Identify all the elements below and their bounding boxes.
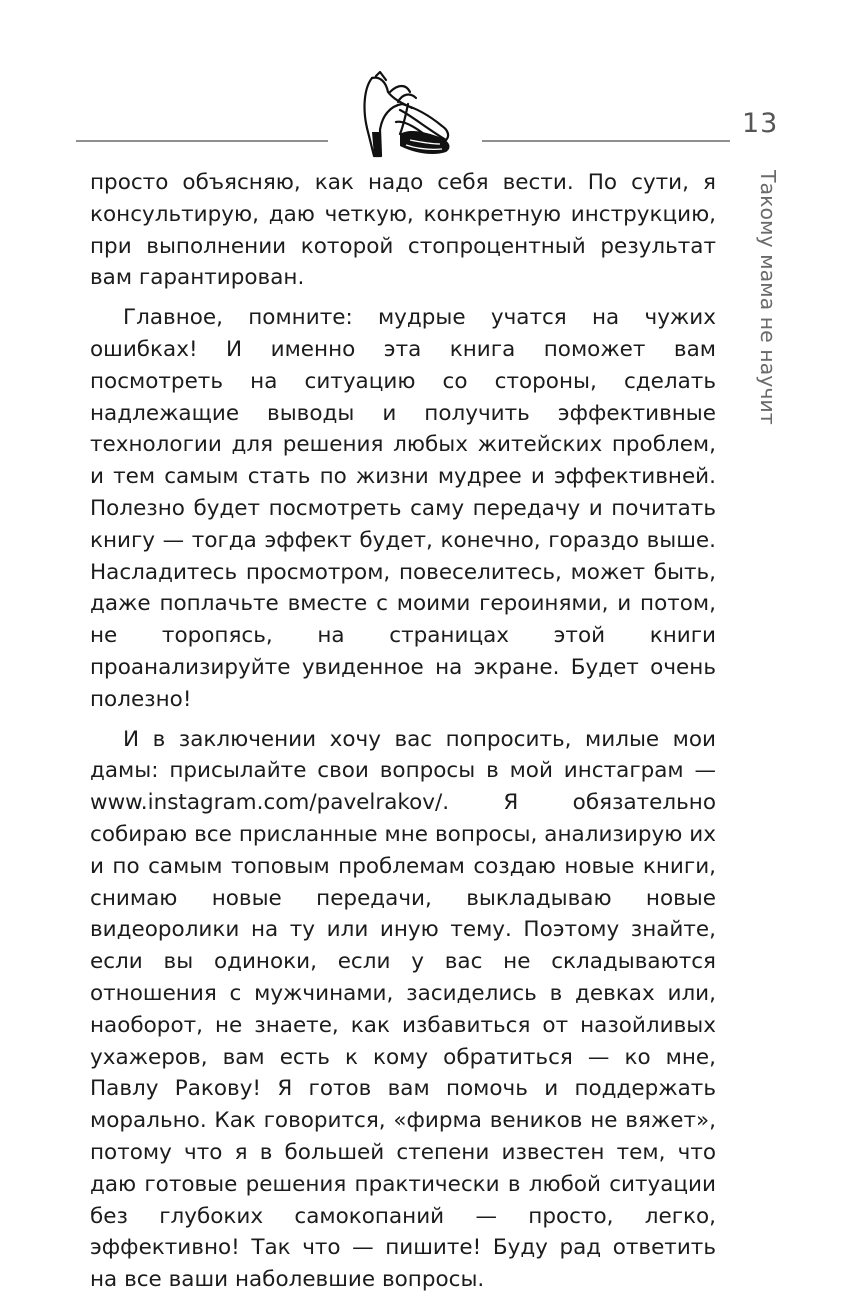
paragraph: И в заключении хочу вас попросить, милые мои дамы: присылайте свои вопросы в мой инстаграм — www.instagram.com/pavelrakov/. Я обязательно собираю все присланные мне вопросы, анализирую их и по самым топовым проблемам создаю новые книги, снимаю новые передачи, выкладываю новые видеоролики на ту или иную тему. Поэтому знайте, если вы одиноки, если у вас не складываются отношения с мужчинами, засиделись в девках или, наоборот, не знаете, как избавиться от назойливых ухажеров, вам есть к кому обратиться — ко мне, Павлу Ракову! Я готов вам помочь и поддержать морально. Как говорится, «фирма веников не вяжет», потому что я в большей степени известен тем, что даю готовые решения практически в любой ситуации без глубоких самокопаний — просто, легко, эффективно! Так что — пишите! Буду рад ответить на все ваши наболевшие вопросы. xyxy=(90,726,716,1293)
paragraph: просто объясняю, как надо себя вести. По сути, я консультирую, даю четкую, конкретную инструкцию, при выполнении которой стопроцентный результат вам гарантирован. xyxy=(90,170,716,291)
paragraph: Главное, помните: мудрые учатся на чужих ошибках! И именно эта книга поможет вам посмотреть на ситуацию со стороны, сделать надлежащие выводы и получить эффективные технологии для решения любых житейских проблем, и тем самым стать по жизни мудрее и эффективней. Полезно будет посмотреть саму передачу и почитать книгу — тогда эффект будет, конечно, гораздо выше. Насладитесь просмотром, повеселитесь, может быть, даже поплачьте вместе с моими героинями, и потом, не торопясь, на страницах этой книги проанализируйте увиденное на экране. Будет очень полезно! xyxy=(90,305,716,712)
running-title: Такому мама не научит xyxy=(756,170,780,425)
body-text xyxy=(90,167,716,1304)
high-heel-shoe-icon xyxy=(350,70,460,165)
page-number: 13 xyxy=(742,108,779,139)
header-rule-left xyxy=(76,140,328,142)
header-rule-right xyxy=(482,140,730,142)
